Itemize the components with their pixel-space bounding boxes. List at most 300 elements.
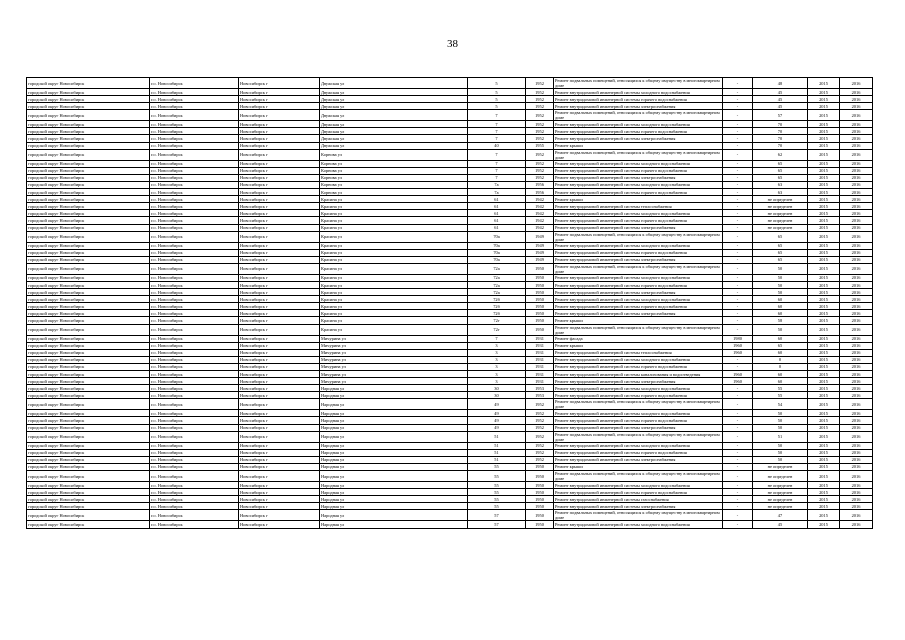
end-year-cell: 2016 bbox=[840, 103, 873, 110]
start-year-cell: 2015 bbox=[808, 342, 840, 349]
district-cell: г.о. Новосибирск bbox=[150, 449, 239, 456]
city-cell: Новосибирск г bbox=[239, 310, 320, 317]
municipality-cell: городской округ Новосибирск bbox=[27, 249, 150, 256]
municipality-cell: городской округ Новосибирск bbox=[27, 224, 150, 231]
work-type-cell: Ремонт внутридомовой инженерной системы горячего водоснабжения bbox=[554, 249, 723, 256]
street-cell: Красина ул bbox=[320, 303, 468, 310]
last-repair-year-cell: - bbox=[723, 289, 753, 296]
last-repair-year-cell: - bbox=[723, 96, 753, 103]
last-repair-year-cell: - bbox=[723, 456, 753, 463]
start-year-cell: 2015 bbox=[808, 449, 840, 456]
last-repair-year-cell: - bbox=[723, 174, 753, 181]
city-cell: Новосибирск г bbox=[239, 121, 320, 128]
city-cell: Новосибирск г bbox=[239, 242, 320, 249]
wear-percent-cell: 65 bbox=[753, 174, 808, 181]
street-cell: Мичурина ул bbox=[320, 371, 468, 378]
work-type-cell: Ремонт внутридомовой инженерной системы канализования и водоотведения bbox=[554, 371, 723, 378]
last-repair-year-cell: - bbox=[723, 121, 753, 128]
work-type-cell: Ремонт внутридомовой инженерной системы горячего водоснабжения bbox=[554, 167, 723, 174]
last-repair-year-cell: - bbox=[723, 496, 753, 503]
house-number-cell: 7 bbox=[468, 128, 526, 135]
district-cell: г.о. Новосибирск bbox=[150, 135, 239, 142]
start-year-cell: 2015 bbox=[808, 128, 840, 135]
start-year-cell: 2015 bbox=[808, 78, 840, 89]
municipality-cell: городской округ Новосибирск bbox=[27, 89, 150, 96]
start-year-cell: 2015 bbox=[808, 424, 840, 431]
district-cell: г.о. Новосибирск bbox=[150, 256, 239, 263]
build-year-cell: 1950 bbox=[526, 463, 554, 470]
table-row bbox=[27, 167, 873, 174]
house-number-cell: 3 bbox=[468, 349, 526, 356]
end-year-cell: 2016 bbox=[840, 263, 873, 274]
last-repair-year-cell: 1960 bbox=[723, 349, 753, 356]
table-row bbox=[27, 496, 873, 503]
build-year-cell: 1931 bbox=[526, 349, 554, 356]
city-cell: Новосибирск г bbox=[239, 249, 320, 256]
district-cell: г.о. Новосибирск bbox=[150, 231, 239, 242]
wear-percent-cell: не определен bbox=[753, 203, 808, 210]
build-year-cell: 1942 bbox=[526, 224, 554, 231]
build-year-cell: 1952 bbox=[526, 96, 554, 103]
table-row bbox=[27, 110, 873, 121]
house-number-cell: 57 bbox=[468, 521, 526, 528]
table-row bbox=[27, 456, 873, 463]
end-year-cell: 2016 bbox=[840, 224, 873, 231]
table-row bbox=[27, 249, 873, 256]
municipality-cell: городской округ Новосибирск bbox=[27, 135, 150, 142]
municipality-cell: городской округ Новосибирск bbox=[27, 274, 150, 281]
house-number-cell: 49 bbox=[468, 417, 526, 424]
start-year-cell: 2015 bbox=[808, 167, 840, 174]
end-year-cell: 2016 bbox=[840, 203, 873, 210]
end-year-cell: 2016 bbox=[840, 471, 873, 482]
district-cell: г.о. Новосибирск bbox=[150, 289, 239, 296]
build-year-cell: 1950 bbox=[526, 471, 554, 482]
work-type-cell: Ремонт крыши bbox=[554, 196, 723, 203]
build-year-cell: 1952 bbox=[526, 121, 554, 128]
start-year-cell: 2015 bbox=[808, 224, 840, 231]
work-type-cell: Ремонт внутридомовой инженерной системы электроснабжения bbox=[554, 424, 723, 431]
district-cell: г.о. Новосибирск bbox=[150, 242, 239, 249]
street-cell: Корнова ул bbox=[320, 149, 468, 160]
work-type-cell: Ремонт подвальных помещений, относящихся к общему имуществу в многоквартирном доме bbox=[554, 231, 723, 242]
work-type-cell: Ремонт внутридомовой инженерной системы горячего водоснабжения bbox=[554, 363, 723, 370]
house-number-cell: 72б bbox=[468, 296, 526, 303]
municipality-cell: городской округ Новосибирск bbox=[27, 349, 150, 356]
table-row bbox=[27, 181, 873, 188]
municipality-cell: городской округ Новосибирск bbox=[27, 263, 150, 274]
build-year-cell: 1952 bbox=[526, 160, 554, 167]
end-year-cell: 2016 bbox=[840, 149, 873, 160]
work-type-cell: Ремонт внутридомовой инженерной системы электроснабжения bbox=[554, 310, 723, 317]
table-row bbox=[27, 281, 873, 288]
table-row bbox=[27, 96, 873, 103]
work-type-cell: Ремонт крыши bbox=[554, 342, 723, 349]
work-type-cell: Ремонт внутридомовой инженерной системы электроснабжения bbox=[554, 174, 723, 181]
end-year-cell: 2016 bbox=[840, 249, 873, 256]
table-row bbox=[27, 217, 873, 224]
city-cell: Новосибирск г bbox=[239, 110, 320, 121]
wear-percent-cell: 65 bbox=[753, 167, 808, 174]
last-repair-year-cell: - bbox=[723, 310, 753, 317]
district-cell: г.о. Новосибирск bbox=[150, 303, 239, 310]
municipality-cell: городской округ Новосибирск bbox=[27, 482, 150, 489]
municipality-cell: городской округ Новосибирск bbox=[27, 456, 150, 463]
street-cell: Двужская ул bbox=[320, 135, 468, 142]
district-cell: г.о. Новосибирск bbox=[150, 342, 239, 349]
municipality-cell: городской округ Новосибирск bbox=[27, 231, 150, 242]
work-type-cell: Ремонт внутридомовой инженерной системы холодного водоснабжения bbox=[554, 242, 723, 249]
table-row bbox=[27, 242, 873, 249]
city-cell: Новосибирск г bbox=[239, 181, 320, 188]
street-cell: Красина ул bbox=[320, 217, 468, 224]
municipality-cell: городской округ Новосибирск bbox=[27, 521, 150, 528]
table-row bbox=[27, 263, 873, 274]
table-row bbox=[27, 317, 873, 324]
city-cell: Новосибирск г bbox=[239, 149, 320, 160]
start-year-cell: 2015 bbox=[808, 289, 840, 296]
table-row bbox=[27, 203, 873, 210]
city-cell: Новосибирск г bbox=[239, 510, 320, 521]
table-row bbox=[27, 449, 873, 456]
house-number-cell: 70а bbox=[468, 242, 526, 249]
municipality-cell: городской округ Новосибирск bbox=[27, 128, 150, 135]
build-year-cell: 1950 bbox=[526, 324, 554, 335]
house-number-cell: 5 bbox=[468, 89, 526, 96]
municipality-cell: городской округ Новосибирск bbox=[27, 196, 150, 203]
start-year-cell: 2015 bbox=[808, 296, 840, 303]
wear-percent-cell: 48 bbox=[753, 78, 808, 89]
end-year-cell: 2016 bbox=[840, 135, 873, 142]
table-row bbox=[27, 442, 873, 449]
last-repair-year-cell: - bbox=[723, 128, 753, 135]
start-year-cell: 2015 bbox=[808, 310, 840, 317]
work-type-cell: Ремонт крыши bbox=[554, 142, 723, 149]
district-cell: г.о. Новосибирск bbox=[150, 424, 239, 431]
work-type-cell: Ремонт внутридомовой инженерной системы горячего водоснабжения bbox=[554, 217, 723, 224]
last-repair-year-cell: - bbox=[723, 296, 753, 303]
build-year-cell: 1949 bbox=[526, 242, 554, 249]
municipality-cell: городской округ Новосибирск bbox=[27, 310, 150, 317]
district-cell: г.о. Новосибирск bbox=[150, 217, 239, 224]
start-year-cell: 2015 bbox=[808, 231, 840, 242]
district-cell: г.о. Новосибирск bbox=[150, 224, 239, 231]
wear-percent-cell: 45 bbox=[753, 521, 808, 528]
district-cell: г.о. Новосибирск bbox=[150, 324, 239, 335]
table-row bbox=[27, 160, 873, 167]
work-type-cell: Ремонт внутридомовой инженерной системы холодного водоснабжения bbox=[554, 385, 723, 392]
work-type-cell: Ремонт внутридомовой инженерной системы горячего водоснабжения bbox=[554, 189, 723, 196]
table-row bbox=[27, 128, 873, 135]
work-type-cell: Ремонт внутридомовой инженерной системы горячего водоснабжения bbox=[554, 303, 723, 310]
street-cell: Корнова ул bbox=[320, 174, 468, 181]
house-number-cell: 30 bbox=[468, 385, 526, 392]
wear-percent-cell: 50 bbox=[753, 424, 808, 431]
wear-percent-cell: 60 bbox=[753, 335, 808, 342]
city-cell: Новосибирск г bbox=[239, 224, 320, 231]
wear-percent-cell: 50 bbox=[753, 281, 808, 288]
table-row bbox=[27, 510, 873, 521]
work-type-cell: Ремонт внутридомовой инженерной системы холодного водоснабжения bbox=[554, 121, 723, 128]
last-repair-year-cell: - bbox=[723, 385, 753, 392]
work-type-cell: Ремонт внутридомовой инженерной системы горячего водоснабжения bbox=[554, 449, 723, 456]
last-repair-year-cell: - bbox=[723, 417, 753, 424]
wear-percent-cell: 62 bbox=[753, 149, 808, 160]
work-type-cell: Ремонт внутридомовой инженерной системы холодного водоснабжения bbox=[554, 410, 723, 417]
end-year-cell: 2016 bbox=[840, 289, 873, 296]
last-repair-year-cell: - bbox=[723, 303, 753, 310]
wear-percent-cell: 47 bbox=[753, 510, 808, 521]
table-row bbox=[27, 174, 873, 181]
wear-percent-cell: 50 bbox=[753, 324, 808, 335]
house-number-cell: 30 bbox=[468, 392, 526, 399]
end-year-cell: 2016 bbox=[840, 482, 873, 489]
end-year-cell: 2016 bbox=[840, 210, 873, 217]
end-year-cell: 2016 bbox=[840, 363, 873, 370]
district-cell: г.о. Новосибирск bbox=[150, 189, 239, 196]
city-cell: Новосибирск г bbox=[239, 378, 320, 385]
municipality-cell: городской округ Новосибирск bbox=[27, 160, 150, 167]
table-row bbox=[27, 103, 873, 110]
start-year-cell: 2015 bbox=[808, 89, 840, 96]
municipality-cell: городской округ Новосибирск bbox=[27, 463, 150, 470]
wear-percent-cell: 50 bbox=[753, 263, 808, 274]
build-year-cell: 1952 bbox=[526, 449, 554, 456]
municipality-cell: городской округ Новосибирск bbox=[27, 167, 150, 174]
end-year-cell: 2016 bbox=[840, 417, 873, 424]
end-year-cell: 2016 bbox=[840, 463, 873, 470]
end-year-cell: 2016 bbox=[840, 442, 873, 449]
start-year-cell: 2015 bbox=[808, 181, 840, 188]
end-year-cell: 2016 bbox=[840, 449, 873, 456]
start-year-cell: 2015 bbox=[808, 324, 840, 335]
build-year-cell: 1956 bbox=[526, 189, 554, 196]
municipality-cell: городской округ Новосибирск bbox=[27, 385, 150, 392]
work-type-cell: Ремонт подвальных помещений, относящихся к общему имуществу в многоквартирном доме bbox=[554, 78, 723, 89]
build-year-cell: 1952 bbox=[526, 424, 554, 431]
street-cell: Двужская ул bbox=[320, 142, 468, 149]
district-cell: г.о. Новосибирск bbox=[150, 385, 239, 392]
table-row bbox=[27, 324, 873, 335]
municipality-cell: городской округ Новосибирск bbox=[27, 449, 150, 456]
street-cell: Корнова ул bbox=[320, 181, 468, 188]
table-row bbox=[27, 142, 873, 149]
street-cell: Красина ул bbox=[320, 324, 468, 335]
street-cell: Народная ул bbox=[320, 417, 468, 424]
end-year-cell: 2016 bbox=[840, 431, 873, 442]
work-type-cell: Ремонт подвальных помещений, относящихся к общему имуществу в многоквартирном доме bbox=[554, 324, 723, 335]
start-year-cell: 2015 bbox=[808, 442, 840, 449]
street-cell: Мичурина ул bbox=[320, 363, 468, 370]
build-year-cell: 1950 bbox=[526, 281, 554, 288]
work-type-cell: Ремонт внутридомовой инженерной системы холодного водоснабжения bbox=[554, 442, 723, 449]
work-type-cell: Ремонт внутридомовой инженерной системы электроснабжения bbox=[554, 256, 723, 263]
street-cell: Красина ул bbox=[320, 203, 468, 210]
district-cell: г.о. Новосибирск bbox=[150, 463, 239, 470]
last-repair-year-cell: - bbox=[723, 274, 753, 281]
city-cell: Новосибирск г bbox=[239, 160, 320, 167]
wear-percent-cell: не определен bbox=[753, 489, 808, 496]
end-year-cell: 2016 bbox=[840, 521, 873, 528]
city-cell: Новосибирск г bbox=[239, 274, 320, 281]
district-cell: г.о. Новосибирск bbox=[150, 310, 239, 317]
work-type-cell: Ремонт внутридомовой инженерной системы горячего водоснабжения bbox=[554, 489, 723, 496]
district-cell: г.о. Новосибирск bbox=[150, 78, 239, 89]
city-cell: Новосибирск г bbox=[239, 431, 320, 442]
last-repair-year-cell: - bbox=[723, 503, 753, 510]
end-year-cell: 2016 bbox=[840, 78, 873, 89]
start-year-cell: 2015 bbox=[808, 510, 840, 521]
street-cell: Двужская ул bbox=[320, 121, 468, 128]
last-repair-year-cell: - bbox=[723, 196, 753, 203]
start-year-cell: 2015 bbox=[808, 371, 840, 378]
work-type-cell: Ремонт подвальных помещений, относящихся к общему имуществу в многоквартирном доме bbox=[554, 149, 723, 160]
wear-percent-cell: не определен bbox=[753, 471, 808, 482]
city-cell: Новосибирск г bbox=[239, 399, 320, 410]
house-number-cell: 55 bbox=[468, 503, 526, 510]
house-number-cell: 7 bbox=[468, 167, 526, 174]
end-year-cell: 2016 bbox=[840, 181, 873, 188]
district-cell: г.о. Новосибирск bbox=[150, 399, 239, 410]
house-number-cell: 61 bbox=[468, 210, 526, 217]
last-repair-year-cell: - bbox=[723, 149, 753, 160]
last-repair-year-cell: - bbox=[723, 78, 753, 89]
street-cell: Народная ул bbox=[320, 410, 468, 417]
wear-percent-cell: 60 bbox=[753, 303, 808, 310]
start-year-cell: 2015 bbox=[808, 317, 840, 324]
wear-percent-cell: 50 bbox=[753, 289, 808, 296]
end-year-cell: 2016 bbox=[840, 189, 873, 196]
city-cell: Новосибирск г bbox=[239, 424, 320, 431]
work-type-cell: Ремонт внутридомовой инженерной системы горячего водоснабжения bbox=[554, 392, 723, 399]
build-year-cell: 1952 bbox=[526, 442, 554, 449]
last-repair-year-cell: - bbox=[723, 217, 753, 224]
house-number-cell: 51 bbox=[468, 456, 526, 463]
start-year-cell: 2015 bbox=[808, 281, 840, 288]
table-row bbox=[27, 121, 873, 128]
municipality-cell: городской округ Новосибирск bbox=[27, 142, 150, 149]
municipality-cell: городской округ Новосибирск bbox=[27, 203, 150, 210]
start-year-cell: 2015 bbox=[808, 217, 840, 224]
build-year-cell: 1952 bbox=[526, 174, 554, 181]
street-cell: Народная ул bbox=[320, 482, 468, 489]
end-year-cell: 2016 bbox=[840, 196, 873, 203]
wear-percent-cell: 63 bbox=[753, 189, 808, 196]
district-cell: г.о. Новосибирск bbox=[150, 410, 239, 417]
wear-percent-cell: 70 bbox=[753, 128, 808, 135]
last-repair-year-cell: - bbox=[723, 263, 753, 274]
table-row bbox=[27, 231, 873, 242]
build-year-cell: 1942 bbox=[526, 196, 554, 203]
work-type-cell: Ремонт внутридомовой инженерной системы электроснабжения bbox=[554, 289, 723, 296]
start-year-cell: 2015 bbox=[808, 96, 840, 103]
wear-percent-cell: 65 bbox=[753, 249, 808, 256]
build-year-cell: 1952 bbox=[526, 456, 554, 463]
work-type-cell: Ремонт подвальных помещений, относящихся к общему имуществу в многоквартирном доме bbox=[554, 431, 723, 442]
start-year-cell: 2015 bbox=[808, 489, 840, 496]
city-cell: Новосибирск г bbox=[239, 281, 320, 288]
build-year-cell: 1931 bbox=[526, 363, 554, 370]
wear-percent-cell: 50 bbox=[753, 274, 808, 281]
build-year-cell: 1950 bbox=[526, 263, 554, 274]
work-type-cell: Ремонт внутридомовой инженерной системы холодного водоснабжения bbox=[554, 482, 723, 489]
house-number-cell: 3 bbox=[468, 363, 526, 370]
build-year-cell: 1931 bbox=[526, 335, 554, 342]
build-year-cell: 1942 bbox=[526, 210, 554, 217]
street-cell: Корнова ул bbox=[320, 160, 468, 167]
table-row bbox=[27, 289, 873, 296]
house-number-cell: 61 bbox=[468, 196, 526, 203]
municipality-cell: городской округ Новосибирск bbox=[27, 317, 150, 324]
last-repair-year-cell: - bbox=[723, 482, 753, 489]
table-row bbox=[27, 210, 873, 217]
city-cell: Новосибирск г bbox=[239, 335, 320, 342]
city-cell: Новосибирск г bbox=[239, 371, 320, 378]
work-type-cell: Ремонт внутридомовой инженерной системы холодного водоснабжения bbox=[554, 181, 723, 188]
wear-percent-cell: 50 bbox=[753, 417, 808, 424]
table-row bbox=[27, 296, 873, 303]
house-number-cell: 51 bbox=[468, 449, 526, 456]
city-cell: Новосибирск г bbox=[239, 263, 320, 274]
district-cell: г.о. Новосибирск bbox=[150, 274, 239, 281]
last-repair-year-cell: - bbox=[723, 392, 753, 399]
street-cell: Красина ул bbox=[320, 274, 468, 281]
city-cell: Новосибирск г bbox=[239, 167, 320, 174]
end-year-cell: 2016 bbox=[840, 110, 873, 121]
district-cell: г.о. Новосибирск bbox=[150, 149, 239, 160]
street-cell: Мичурина ул bbox=[320, 335, 468, 342]
municipality-cell: городской округ Новосибирск bbox=[27, 217, 150, 224]
build-year-cell: 1950 bbox=[526, 496, 554, 503]
build-year-cell: 1950 bbox=[526, 296, 554, 303]
start-year-cell: 2015 bbox=[808, 110, 840, 121]
district-cell: г.о. Новосибирск bbox=[150, 489, 239, 496]
district-cell: г.о. Новосибирск bbox=[150, 442, 239, 449]
district-cell: г.о. Новосибирск bbox=[150, 349, 239, 356]
district-cell: г.о. Новосибирск bbox=[150, 103, 239, 110]
house-number-cell: 40 bbox=[468, 142, 526, 149]
house-number-cell: 7а bbox=[468, 181, 526, 188]
build-year-cell: 1931 bbox=[526, 371, 554, 378]
start-year-cell: 2015 bbox=[808, 160, 840, 167]
end-year-cell: 2016 bbox=[840, 96, 873, 103]
district-cell: г.о. Новосибирск bbox=[150, 335, 239, 342]
table-row bbox=[27, 256, 873, 263]
house-number-cell: 72а bbox=[468, 281, 526, 288]
district-cell: г.о. Новосибирск bbox=[150, 174, 239, 181]
table-row bbox=[27, 378, 873, 385]
start-year-cell: 2015 bbox=[808, 142, 840, 149]
house-number-cell: 5 bbox=[468, 78, 526, 89]
city-cell: Новосибирск г bbox=[239, 489, 320, 496]
district-cell: г.о. Новосибирск bbox=[150, 160, 239, 167]
district-cell: г.о. Новосибирск bbox=[150, 281, 239, 288]
last-repair-year-cell: - bbox=[723, 135, 753, 142]
street-cell: Двужская ул bbox=[320, 110, 468, 121]
last-repair-year-cell: - bbox=[723, 471, 753, 482]
last-repair-year-cell: - bbox=[723, 210, 753, 217]
end-year-cell: 2016 bbox=[840, 160, 873, 167]
municipality-cell: городской округ Новосибирск bbox=[27, 399, 150, 410]
work-type-cell: Ремонт подвальных помещений, относящихся к общему имуществу в многоквартирном доме bbox=[554, 263, 723, 274]
table-row bbox=[27, 356, 873, 363]
wear-percent-cell: не определен bbox=[753, 482, 808, 489]
start-year-cell: 2015 bbox=[808, 363, 840, 370]
build-year-cell: 1950 bbox=[526, 482, 554, 489]
table-row bbox=[27, 424, 873, 431]
district-cell: г.о. Новосибирск bbox=[150, 510, 239, 521]
municipality-cell: городской округ Новосибирск bbox=[27, 410, 150, 417]
